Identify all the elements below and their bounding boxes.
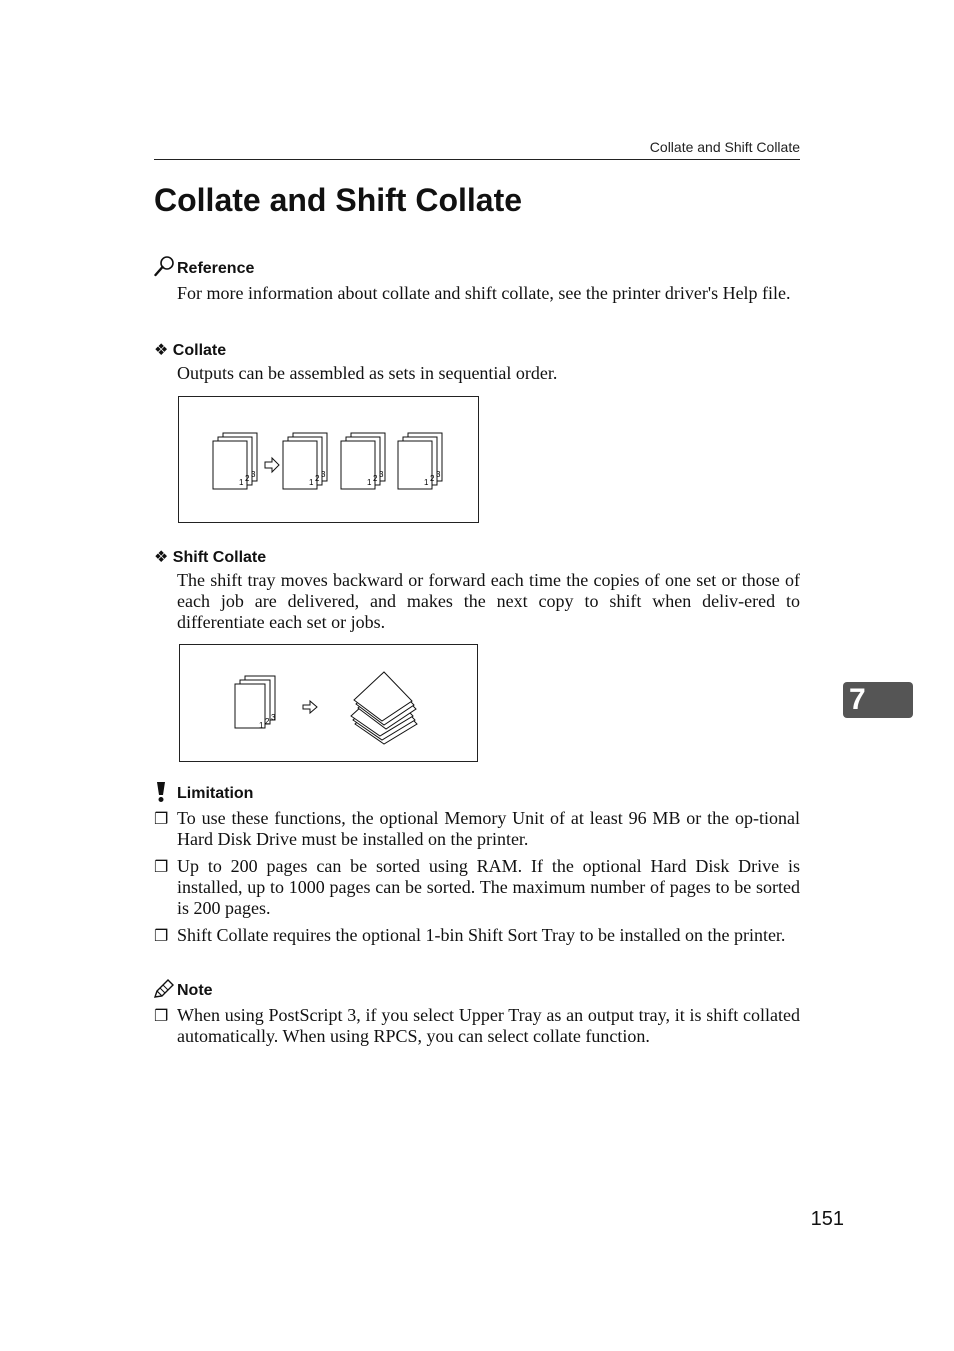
page-title: Collate and Shift Collate: [154, 182, 523, 218]
collate-illustration: [178, 396, 479, 523]
shift-collate-illustration: [179, 644, 478, 762]
shift-collate-heading: [154, 547, 266, 568]
page-number-label: 1: [367, 478, 372, 487]
page-number-label: 3: [436, 470, 441, 479]
page-number-label: 2: [315, 474, 320, 483]
running-header: [154, 139, 800, 160]
page-number-label: 2: [265, 717, 270, 726]
checkbox-bullet-icon: ❐: [154, 1006, 169, 1025]
page-number-label: 1: [239, 478, 244, 487]
collate-heading: [154, 340, 226, 361]
page-number-label: 3: [271, 713, 276, 722]
page-number-label: 1: [309, 478, 314, 487]
limitation-label: Limitation: [177, 785, 254, 802]
running-header-title: Collate and Shift Collate: [649, 139, 800, 155]
page-number-label: 3: [251, 470, 256, 479]
note-pencil-icon: [153, 979, 175, 1004]
arrow-right-icon: [265, 458, 279, 472]
chapter-tab: 7: [843, 682, 913, 718]
checkbox-bullet-icon: ❐: [154, 809, 169, 828]
note-item-text: When using PostScript 3, if you select Upper Tray as an output tray, it is shift collated automatically. When using RPCS, you can select collate function.: [177, 1005, 800, 1046]
shift-collate-text: The shift tray moves backward or forward each time the copies of one set or those of each job are delivered, and makes the next copy to shift when deliv-ered to differentiate each set or jobs.: [177, 570, 800, 632]
reference-icon: [154, 255, 176, 282]
shift-collate-heading-label: Shift Collate: [172, 549, 267, 566]
collate-heading-label: Collate: [172, 342, 227, 359]
page-stack-icon: [341, 433, 385, 489]
checkbox-bullet-icon: ❐: [154, 926, 169, 945]
reference-text: For more information about collate and shift collate, see the printer driver's Help file.: [177, 283, 791, 303]
page-number-label: 2: [245, 474, 250, 483]
limitation-icon: [154, 781, 168, 808]
page-number-label: 3: [321, 470, 326, 479]
checkbox-bullet-icon: ❐: [154, 857, 169, 876]
arrow-right-icon: [303, 701, 317, 713]
page-number-label: 1: [424, 478, 429, 487]
page-stack-icon: [283, 433, 327, 489]
page-number-label: 2: [373, 474, 378, 483]
diamond-bullet-icon: ❖: [154, 340, 169, 359]
limitation-item-text: Up to 200 pages can be sorted using RAM. If the optional Hard Disk Drive is installed, up to 1000 pages can be sorted. The maximum number of pages to be sorted is 200 pages.: [177, 856, 800, 918]
limitation-item-text: To use these functions, the optional Memory Unit of at least 96 MB or the op-tional Hard Disk Drive must be installed on the printer.: [177, 808, 800, 849]
page-stack-icon: [398, 433, 442, 489]
page-number-label: 1: [259, 721, 264, 730]
reference-label: Reference: [177, 260, 255, 277]
collate-diagram: [179, 397, 478, 522]
limitation-item-text: Shift Collate requires the optional 1-bin Shift Sort Tray to be installed on the printer.: [177, 925, 786, 945]
page-number-label: 3: [379, 470, 384, 479]
shift-collate-diagram: [180, 645, 477, 761]
page-number: 151: [810, 1208, 844, 1230]
page-number-label: 2: [430, 474, 435, 483]
note-label: Note: [177, 982, 213, 999]
shifted-stacks-icon: [351, 672, 417, 744]
page-stack-icon: [213, 433, 257, 489]
collate-text: Outputs can be assembled as sets in sequential order.: [177, 363, 558, 383]
diamond-bullet-icon: ❖: [154, 547, 169, 566]
page-stack-icon: [235, 676, 276, 730]
